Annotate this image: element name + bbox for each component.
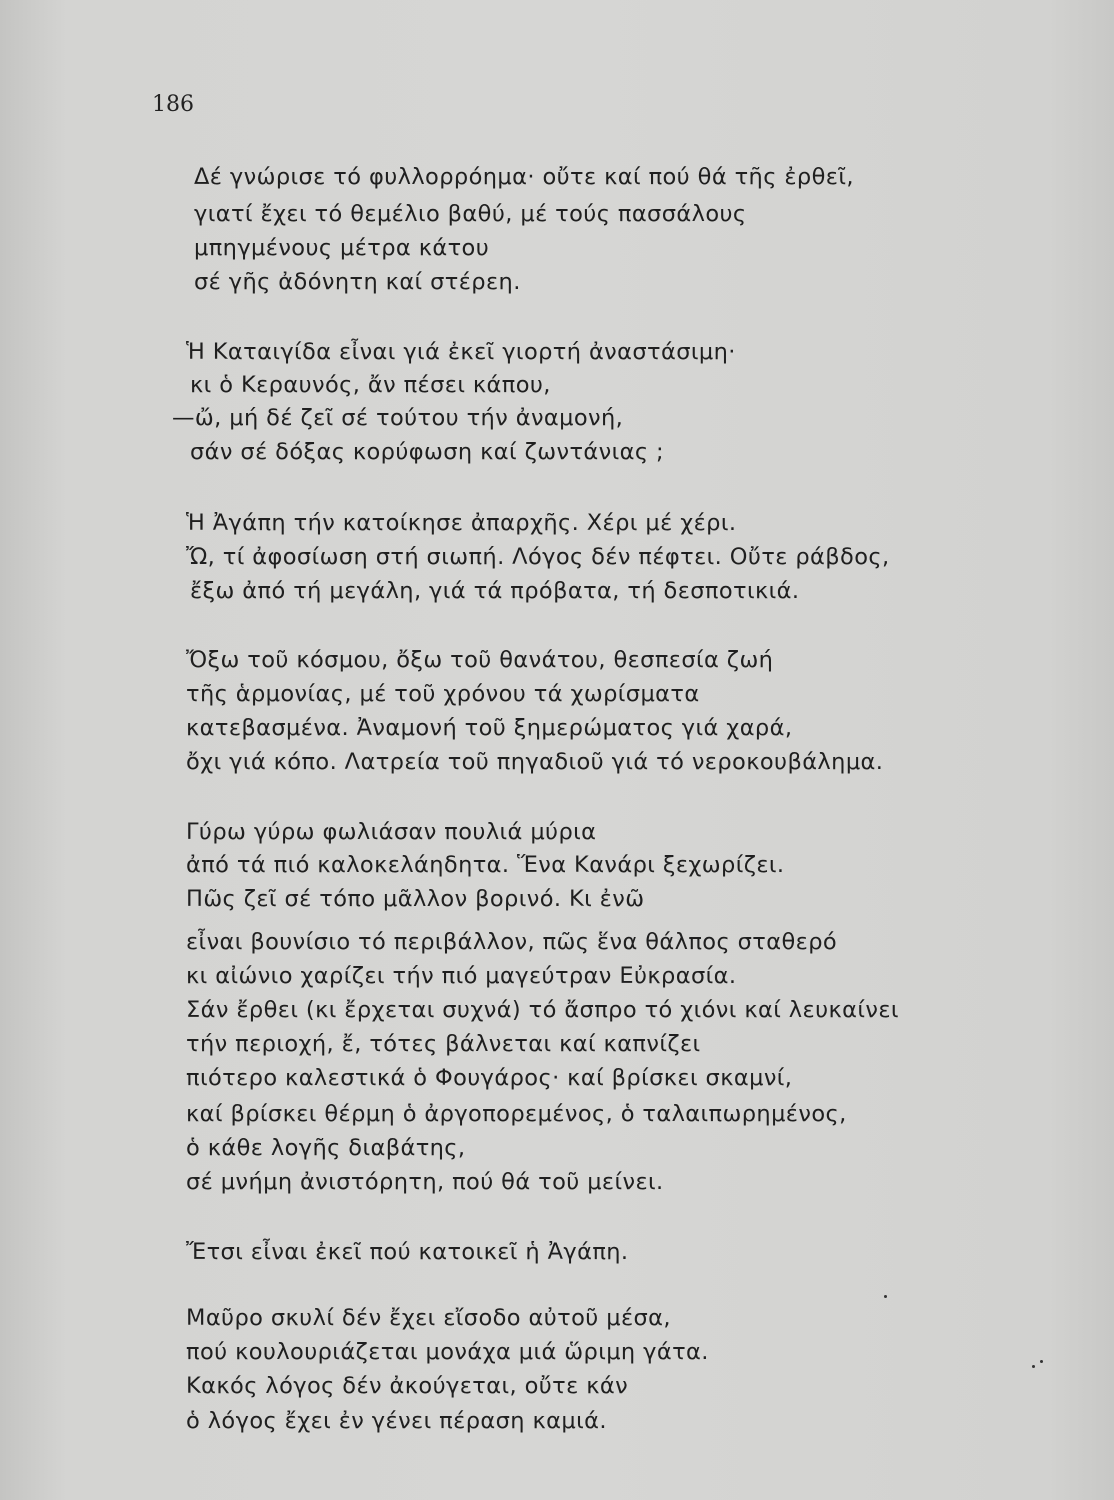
verse-line: —ὤ, μή δέ ζεῖ σέ τούτου τήν ἀναμονή, [172, 405, 624, 431]
verse-line: ἔξω ἀπό τή μεγάλη, γιά τά πρόβατα, τή δεσποτικιά. [190, 578, 800, 604]
print-speck [1040, 1360, 1043, 1363]
verse-line: γιατί ἔχει τό θεμέλιο βαθύ, μέ τούς πασσάλους [194, 201, 747, 227]
verse-line: μπηγμένους μέτρα κάτου [194, 235, 490, 261]
verse-line: τήν περιοχή, ἔ, τότες βάλνεται καί καπνίζει [186, 1031, 701, 1057]
verse-line: κι ὁ Κεραυνός, ἄν πέσει κάπου, [190, 372, 551, 398]
verse-line: Ὄξω τοῦ κόσμου, ὄξω τοῦ θανάτου, θεσπεσία ζωή [186, 647, 774, 673]
verse-line: πιότερο καλεστικά ὁ Φουγάρος· καί βρίσκει σκαμνί, [186, 1065, 793, 1091]
print-speck [884, 1295, 887, 1298]
verse-line: Σάν ἔρθει (κι ἔρχεται συχνά) τό ἄσπρο τό χιόνι καί λευκαίνει [186, 997, 899, 1023]
verse-line: κατεβασμένα. Ἀναμονή τοῦ ξημερώματος γιά χαρά, [186, 715, 793, 741]
verse-line: Δέ γνώρισε τό φυλλορρόημα· οὔτε καί πού θά τῆς ἐρθεῖ, [194, 164, 854, 190]
verse-line: σάν σέ δόξας κορύφωση καί ζωντάνιας ; [190, 439, 664, 465]
verse-line: ὁ κάθε λογῆς διαβάτης, [186, 1135, 466, 1161]
verse-line: ἀπό τά πιό καλοκελάηδητα. Ἕνα Κανάρι ξεχωρίζει. [186, 852, 785, 878]
verse-line: πού κουλουριάζεται μονάχα μιά ὥριμη γάτα. [186, 1339, 709, 1365]
verse-line: ὁ λόγος ἔχει ἐν γένει πέραση καμιά. [186, 1408, 607, 1434]
verse-line: Πῶς ζεῖ σέ τόπο μᾶλλον βορινό. Κι ἐνῶ [186, 886, 645, 912]
verse-line: καί βρίσκει θέρμη ὁ ἀργοπορεμένος, ὁ ταλαιπωρημένος, [186, 1101, 847, 1127]
verse-line: εἶναι βουνίσιο τό περιβάλλον, πῶς ἕνα θάλπος σταθερό [186, 929, 838, 955]
verse-line: κι αἰώνιο χαρίζει τήν πιό μαγεύτραν Εὐκρασία. [186, 963, 737, 989]
verse-line: Ἡ Καταιγίδα εἶναι γιά ἐκεῖ γιορτή ἀναστάσιμη· [186, 339, 736, 365]
verse-line: σέ μνήμη ἀνιστόρητη, πού θά τοῦ μείνει. [186, 1169, 664, 1195]
print-speck [1032, 1365, 1035, 1368]
verse-line: Γύρω γύρω φωλιάσαν πουλιά μύρια [186, 819, 597, 845]
verse-line: Ὤ, τί ἀφοσίωση στή σιωπή. Λόγος δέν πέφτει. Οὔτε ράβδος, [186, 544, 890, 570]
verse-line: Ἔτσι εἶναι ἐκεῖ πού κατοικεῖ ἡ Ἀγάπη. [186, 1239, 629, 1265]
verse-line: Κακός λόγος δέν ἀκούγεται, οὔτε κάν [186, 1373, 629, 1399]
verse-line: τῆς ἁρμονίας, μέ τοῦ χρόνου τά χωρίσματα [186, 681, 700, 707]
verse-line: ὄχι γιά κόπο. Λατρεία τοῦ πηγαδιοῦ γιά τό νεροκουβάλημα. [186, 749, 884, 775]
page-number: 186 [152, 92, 194, 117]
verse-line: Μαῦρο σκυλί δέν ἔχει εἴσοδο αὐτοῦ μέσα, [186, 1305, 671, 1331]
verse-line: σέ γῆς ἀδόνητη καί στέρεη. [194, 269, 521, 295]
verse-line: Ἡ Ἀγάπη τήν κατοίκησε ἀπαρχῆς. Χέρι μέ χέρι. [186, 510, 737, 536]
